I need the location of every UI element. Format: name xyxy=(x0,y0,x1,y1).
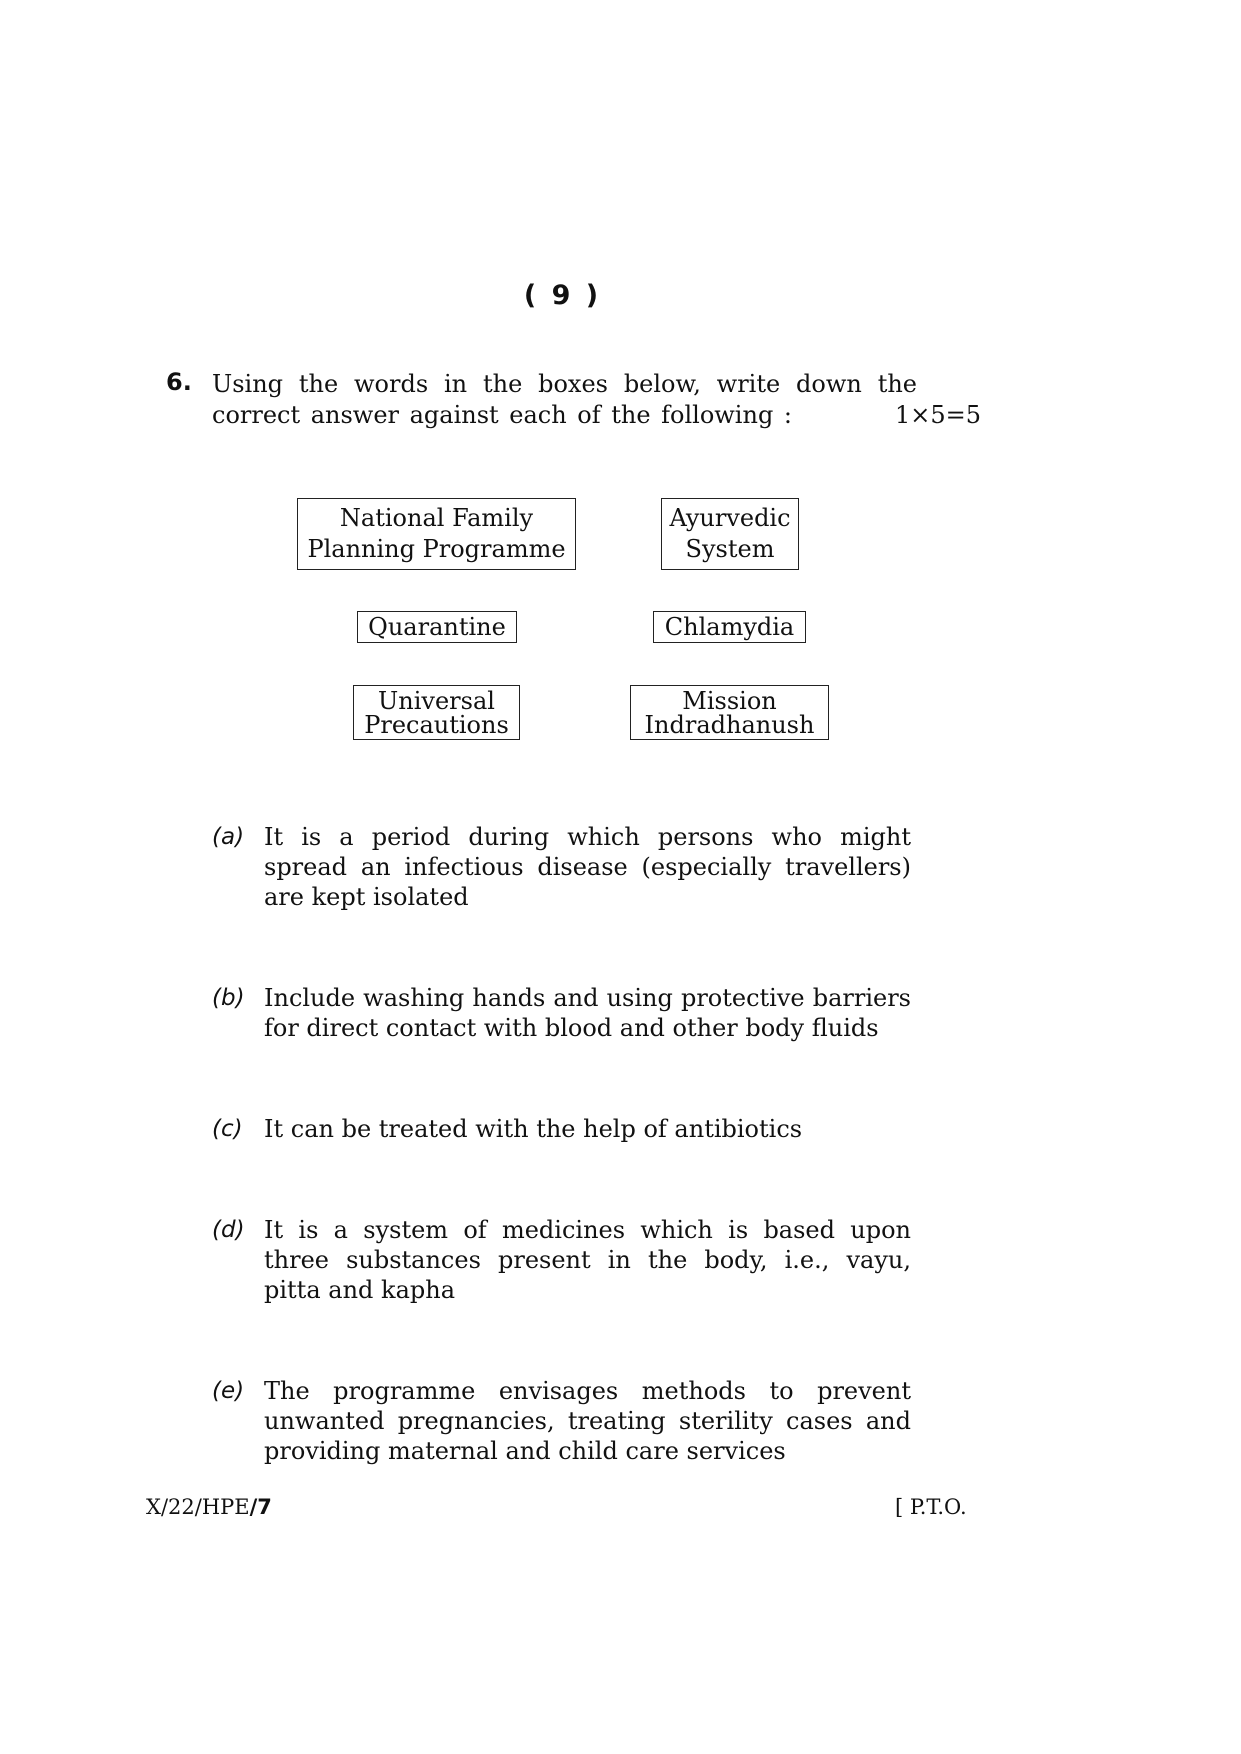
footer-pto: [ P.T.O. xyxy=(895,1495,967,1519)
item-line: for direct contact with blood and other body fluids xyxy=(264,1014,879,1042)
item-text-d xyxy=(264,1215,911,1305)
item-text-c xyxy=(264,1114,911,1144)
item-label-c: (c) xyxy=(212,1116,243,1142)
page-number: ( 9 ) xyxy=(523,280,602,311)
question-text-line-2: correct answer against each of the following : xyxy=(212,401,792,429)
item-text-b xyxy=(264,983,911,1043)
word-box-line: System xyxy=(685,535,775,563)
item-label-a: (a) xyxy=(212,824,245,850)
item-line: pitta and kapha xyxy=(264,1276,456,1304)
word-box-national-family-planning xyxy=(297,498,576,570)
item-text-e xyxy=(264,1376,911,1466)
item-line: providing maternal and child care services xyxy=(264,1437,786,1465)
word-box-line: Mission xyxy=(682,686,777,715)
item-line: unwanted pregnancies, treating sterility cases and xyxy=(264,1407,911,1435)
item-line: are kept isolated xyxy=(264,883,469,911)
item-line: spread an infectious disease (especially travellers) xyxy=(264,853,911,881)
word-box-line: Planning Programme xyxy=(307,535,566,563)
item-line: It is a period during which persons who might xyxy=(264,823,911,851)
word-box-ayurvedic-system xyxy=(661,498,799,570)
item-text-a xyxy=(264,822,911,912)
item-label-d: (d) xyxy=(212,1217,245,1243)
word-box-line: Ayurvedic xyxy=(669,504,791,532)
footer-code-suffix: /7 xyxy=(249,1495,272,1519)
question-marks: 1×5=5 xyxy=(895,401,982,429)
word-box-chlamydia xyxy=(653,611,806,643)
word-box-line: Universal xyxy=(378,686,495,715)
item-line: three substances present in the body, i.e., vayu, xyxy=(264,1246,911,1274)
word-box-quarantine xyxy=(357,611,517,643)
word-box-line: Chlamydia xyxy=(664,613,795,641)
question-text-line-1: Using the words in the boxes below, write down the xyxy=(212,370,917,398)
word-box-line: National Family xyxy=(339,504,534,532)
item-line: It is a system of medicines which is based upon xyxy=(264,1216,911,1244)
question-number: 6. xyxy=(166,368,192,396)
footer-paper-code xyxy=(146,1495,272,1519)
item-label-e: (e) xyxy=(212,1378,245,1404)
word-box-line: Indradhanush xyxy=(644,710,815,739)
word-box-mission-indradhanush xyxy=(630,685,829,740)
item-line: It can be treated with the help of antibiotics xyxy=(264,1115,803,1143)
item-line: Include washing hands and using protective barriers xyxy=(264,984,911,1012)
item-line: The programme envisages methods to prevent xyxy=(264,1377,911,1405)
word-box-universal-precautions xyxy=(353,685,520,740)
word-box-line: Precautions xyxy=(364,710,509,739)
item-label-b: (b) xyxy=(212,985,245,1011)
word-box-line: Quarantine xyxy=(368,613,506,641)
footer-code-prefix: X/22/HPE xyxy=(146,1495,250,1519)
